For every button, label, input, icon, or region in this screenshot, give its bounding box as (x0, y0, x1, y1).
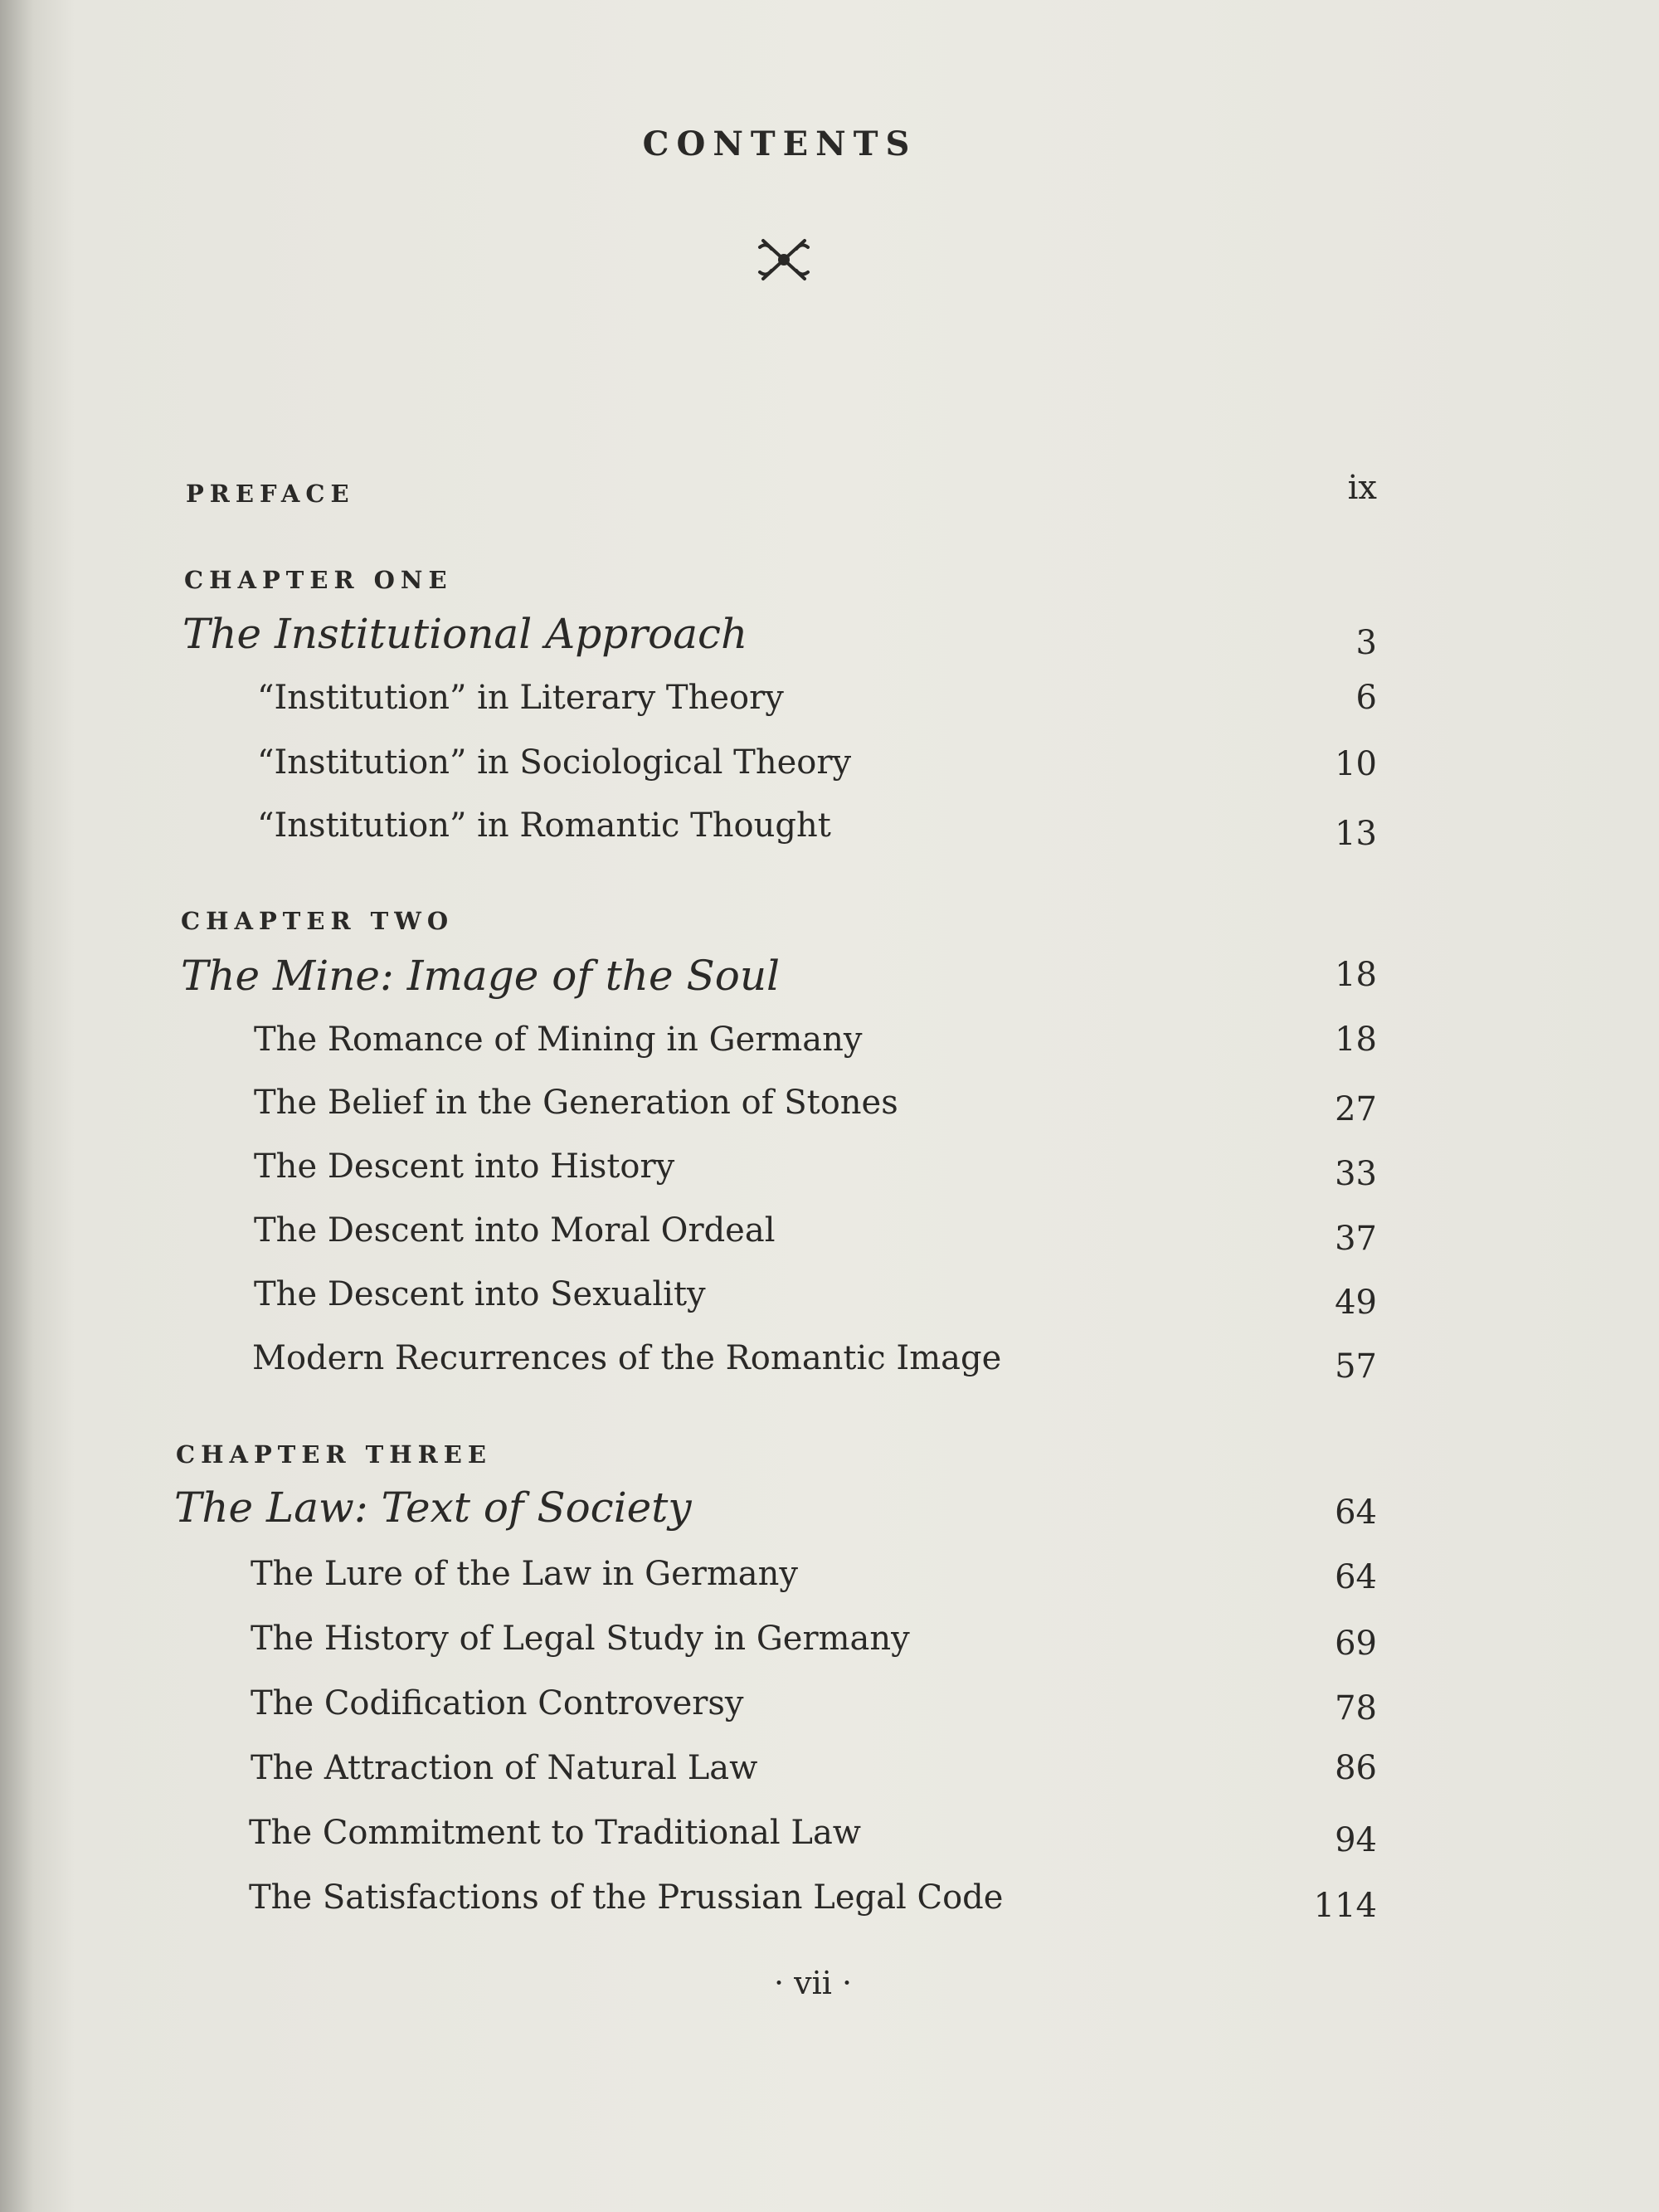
toc-entry: The Descent into Sexuality (254, 1275, 706, 1313)
chapter-three-page-number: 64 (1335, 1493, 1377, 1532)
chapter-two-title: The Mine: Image of the Soul (181, 952, 781, 1000)
toc-entry-page-number: 69 (1335, 1625, 1377, 1663)
chapter-three-title: The Law: Text of Society (174, 1484, 692, 1532)
toc-entry: The Descent into History (254, 1147, 675, 1186)
toc-entry-page-number: 49 (1335, 1284, 1377, 1322)
toc-entry-page-number: 27 (1335, 1090, 1377, 1128)
toc-entry: The Romance of Mining in Germany (254, 1021, 863, 1059)
toc-entry: The Commitment to Traditional Law (249, 1814, 862, 1852)
toc-entry-page-number: 10 (1335, 745, 1377, 783)
toc-entry: The Belief in the Generation of Stones (254, 1084, 898, 1122)
toc-entry-page-number: 37 (1335, 1220, 1377, 1258)
toc-entry: The Lure of the Law in Germany (251, 1555, 798, 1593)
toc-entry-page-number: 13 (1335, 815, 1377, 853)
toc-entry-page-number: 57 (1335, 1347, 1377, 1386)
toc-entry: The Satisfactions of the Prussian Legal Code (249, 1878, 1004, 1917)
toc-entry-page-number: 33 (1335, 1155, 1377, 1193)
toc-entry-page-number: 114 (1313, 1887, 1377, 1925)
toc-entry: “Institution” in Romantic Thought (257, 806, 831, 845)
chapter-one-page-number: 3 (1355, 624, 1377, 662)
preface-page-number: ix (1347, 469, 1377, 507)
chapter-three-label: CHAPTER THREE (176, 1440, 492, 1469)
toc-entry: The Codification Controversy (251, 1684, 744, 1722)
chapter-two-page-number: 18 (1335, 956, 1377, 994)
toc-entry: The Attraction of Natural Law (251, 1749, 758, 1787)
chapter-one-title: The Institutional Approach (182, 610, 748, 658)
contents-heading: CONTENTS (642, 124, 917, 163)
toc-entry: The Descent into Moral Ordeal (254, 1211, 776, 1250)
chapter-two-label: CHAPTER TWO (181, 907, 455, 935)
toc-entry: Modern Recurrences of the Romantic Image (252, 1339, 1002, 1377)
toc-entry-page-number: 64 (1335, 1558, 1377, 1596)
toc-entry: “Institution” in Literary Theory (257, 679, 784, 717)
toc-entry-page-number: 78 (1335, 1689, 1377, 1727)
chapter-one-label: CHAPTER ONE (184, 566, 453, 594)
folio-page-number: · vii · (773, 1965, 853, 2001)
toc-entry-page-number: 86 (1335, 1749, 1377, 1787)
toc-entry: The History of Legal Study in Germany (251, 1620, 910, 1658)
toc-entry-page-number: 6 (1355, 679, 1377, 717)
toc-entry-page-number: 94 (1335, 1821, 1377, 1859)
preface-label: PREFACE (186, 480, 355, 508)
toc-entry-page-number: 18 (1335, 1021, 1377, 1059)
fleuron-icon (755, 231, 813, 289)
toc-entry: “Institution” in Sociological Theory (257, 743, 852, 782)
